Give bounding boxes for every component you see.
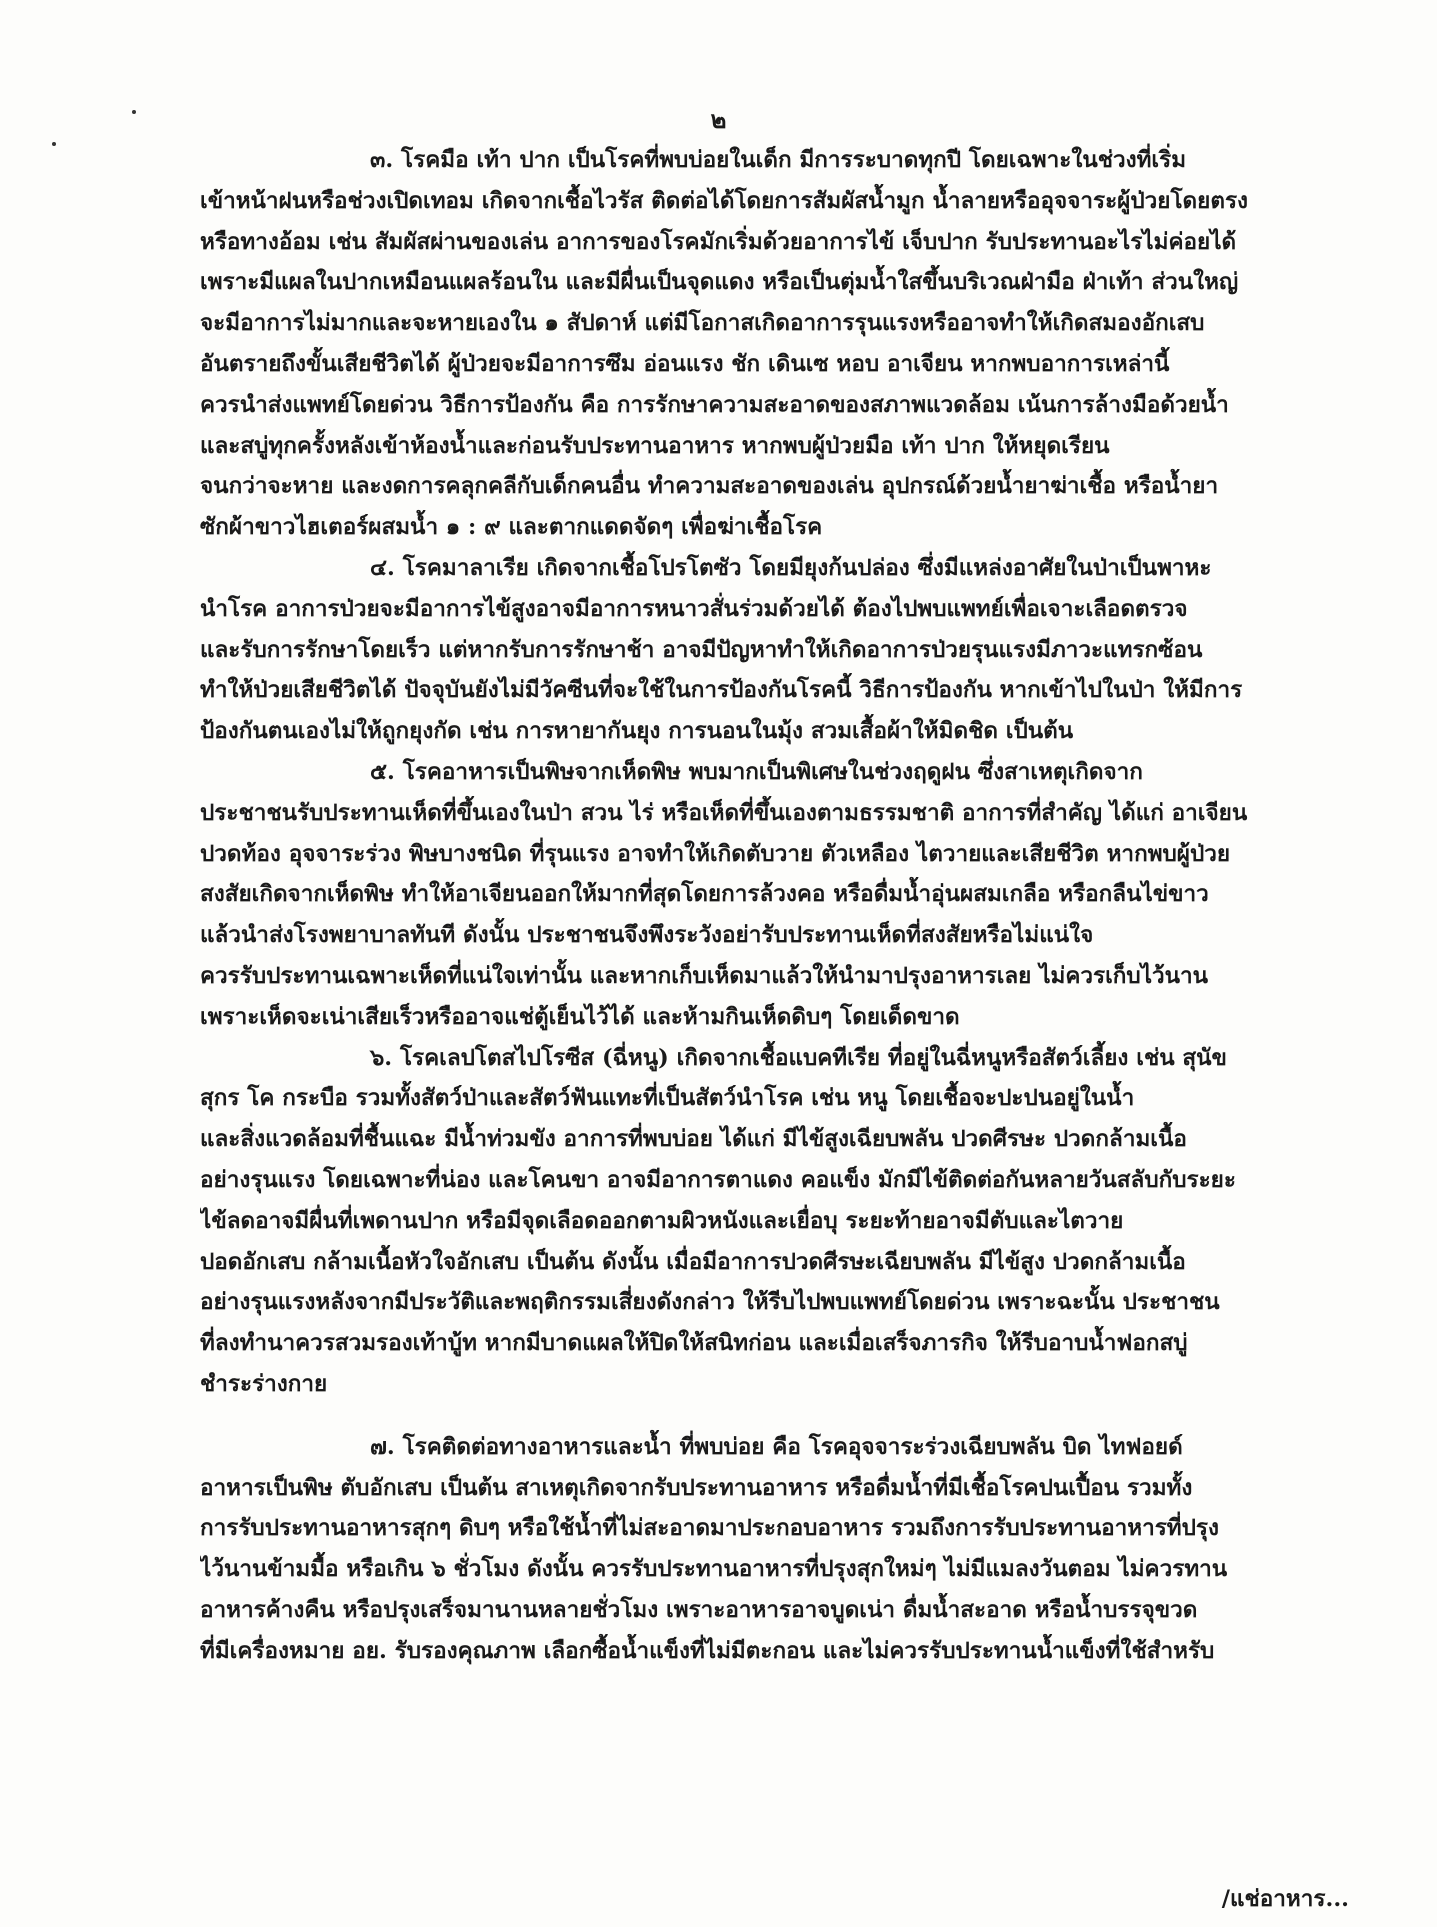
section-line: ป้องกันตนเองไม่ให้ถูกยุงกัด เช่น การหายากันยุง การนอนในมุ้ง สวมเสื้อผ้าให้มิดชิด เป็นต้น (200, 718, 1074, 745)
section-line: และสบู่ทุกครั้งหลังเข้าห้องน้ำและก่อนรับประทานอาหาร หากพบผู้ป่วยมือ เท้า ปาก ให้หยุดเรียน (200, 432, 1110, 459)
section-title: ๗. โรคติดต่อทางอาหารและน้ำ (370, 1433, 672, 1460)
section-line: เข้าหน้าฝนหรือช่วงเปิดเทอม เกิดจากเชื้อไวรัส ติดต่อได้โดยการสัมผัสน้ำมูก น้ำลายหรืออุจจาระผู้ป่วยโดยตรง (200, 187, 1249, 214)
document-body (200, 140, 1350, 1671)
section-first-line (200, 140, 1350, 181)
section-line: ที่มีเครื่องหมาย อย. รับรองคุณภาพ เลือกซื้อน้ำแข็งที่ไม่มีตะกอน และไม่ควรรับประทานน้ำแข็งที่ใช้สำหรับ (200, 1637, 1215, 1664)
section-line: จะมีอาการไม่มากและจะหายเองใน ๑ สัปดาห์ แต่มีโอกาสเกิดอาการรุนแรงหรืออาจทำให้เกิดสมองอักเสบ (200, 310, 1205, 337)
section-line: ปอดอักเสบ กล้ามเนื้อหัวใจอักเสบ เป็นต้น ดังนั้น เมื่อมีอาการปวดศีรษะเฉียบพลัน มีไข้สูง ปวดกล้ามเนื้อ (200, 1248, 1186, 1275)
section-line: ทำให้ป่วยเสียชีวิตได้ ปัจจุบันยังไม่มีวัคซีนที่จะใช้ในการป้องกันโรคนี้ วิธีการป้องกัน หากเข้าไปในป่า ให้มีการ (200, 677, 1243, 704)
section-line: การรับประทานอาหารสุกๆ ดิบๆ หรือใช้น้ำที่ไม่สะอาดมาประกอบอาหาร รวมถึงการรับประทานอาหารที่ปรุง (200, 1515, 1219, 1542)
page-number: ๒ (710, 105, 727, 134)
section-line: ไข้ลดอาจมีผื่นที่เพดานปาก หรือมีจุดเลือดออกตามผิวหนังและเยื่อบุ ระยะท้ายอาจมีตับและไตวาย (200, 1207, 1124, 1234)
section-line: จนกว่าจะหาย และงดการคลุกคลีกับเด็กคนอื่น ทำความสะอาดของเล่น อุปกรณ์ด้วยน้ำยาฆ่าเชื้อ หรือน้ำยา (200, 473, 1219, 500)
section-first-line (200, 752, 1350, 793)
section-7-food-waterborne (200, 1427, 1350, 1672)
section-first-line (200, 1427, 1350, 1468)
section-line: อาหารเป็นพิษ ตับอักเสบ เป็นต้น สาเหตุเกิดจากรับประทานอาหาร หรือดื่มน้ำที่มีเชื้อโรคปนเปื้อน รวมทั้ง (200, 1474, 1193, 1501)
section-line: เพราะมีแผลในปากเหมือนแผลร้อนใน และมีผื่นเป็นจุดแดง หรือเป็นตุ่มน้ำใสขึ้นบริเวณฝ่ามือ ฝ่าเท้า ส่วนใหญ่ (200, 269, 1239, 296)
section-text: เกิดจากเชื้อแบคทีเรีย ที่อยู่ในฉี่หนูหรือสัตว์เลี้ยง เช่น สุนัข (668, 1044, 1227, 1071)
section-3-hfmd (200, 140, 1350, 548)
section-title: ๔. โรคมาลาเรีย (370, 554, 529, 581)
section-text: ที่พบบ่อย คือ โรคอุจจาระร่วงเฉียบพลัน บิด ไทฟอยด์ (671, 1433, 1183, 1460)
section-line: ซักผ้าขาวไฮเตอร์ผสมน้ำ ๑ : ๙ และตากแดดจัดๆ เพื่อฆ่าเชื้อโรค (200, 514, 823, 541)
section-title: ๓. โรคมือ เท้า ปาก (370, 147, 560, 173)
section-text: เกิดจากเชื้อโปรโตซัว โดยมียุงก้นปล่อง ซึ่งมีแหล่งอาศัยในป่าเป็นพาหะ (528, 554, 1212, 581)
section-line: และสิ่งแวดล้อมที่ชื้นแฉะ มีน้ำท่วมขัง อาการที่พบบ่อย ได้แก่ มีไข้สูงเฉียบพลัน ปวดศีรษะ ปวดกล้ามเนื้อ (200, 1126, 1187, 1153)
section-title: ๕. โรคอาหารเป็นพิษจากเห็ดพิษ (370, 758, 681, 785)
section-line: ไว้นานข้ามมื้อ หรือเกิน ๖ ชั่วโมง ดังนั้น ควรรับประทานอาหารที่ปรุงสุกใหม่ๆ ไม่มีแมลงวันตอม ไม่ควรทาน (200, 1556, 1228, 1583)
section-line: สุกร โค กระบือ รวมทั้งสัตว์ป่าและสัตว์ฟันแทะที่เป็นสัตว์นำโรค เช่น หนู โดยเชื้อจะปะปนอยู่ในน้ำ (200, 1085, 1135, 1112)
continuation-marker: /แช่อาหาร... (1221, 1886, 1349, 1912)
section-line: และรับการรักษาโดยเร็ว แต่หากรับการรักษาช้า อาจมีปัญหาทำให้เกิดอาการป่วยรุนแรงมีภาวะแทรกซ้อน (200, 636, 1203, 663)
section-first-line (200, 548, 1350, 589)
section-6-leptospirosis (200, 1038, 1350, 1405)
section-line: อันตรายถึงขั้นเสียชีวิตได้ ผู้ป่วยจะมีอาการซึม อ่อนแรง ชัก เดินเซ หอบ อาเจียน หากพบอาการเหล่านี้ (200, 350, 1170, 377)
section-line: อย่างรุนแรงหลังจากมีประวัติและพฤติกรรมเสี่ยงดังกล่าว ให้รีบไปพบแพทย์โดยด่วน เพราะฉะนั้น ประชาชน (200, 1289, 1220, 1316)
section-text: พบมากเป็นพิเศษในช่วงฤดูฝน ซึ่งสาเหตุเกิดจาก (680, 758, 1143, 785)
scan-speck (52, 142, 56, 146)
section-5-mushroom-poisoning (200, 752, 1350, 1038)
section-line: ชำระร่างกาย (200, 1370, 328, 1397)
section-line: อาหารค้างคืน หรือปรุงเสร็จมานานหลายชั่วโมง เพราะอาหารอาจบูดเน่า ดื่มน้ำสะอาด หรือน้ำบรรจุขวด (200, 1596, 1198, 1623)
section-line: อย่างรุนแรง โดยเฉพาะที่น่อง และโคนขา อาจมีอาการตาแดง คอแข็ง มักมีไข้ติดต่อกันหลายวันสลับกับระยะ (200, 1166, 1236, 1193)
paragraph-gap (200, 1405, 1350, 1427)
section-title: ๖. โรคเลปโตสไปโรซีส (ฉี่หนู) (370, 1044, 669, 1071)
section-text: เป็นโรคที่พบบ่อยในเด็ก มีการระบาดทุกปี โดยเฉพาะในช่วงที่เริ่ม (559, 147, 1187, 173)
section-line: ประชาชนรับประทานเห็ดที่ขึ้นเองในป่า สวน ไร่ หรือเห็ดที่ขึ้นเองตามธรรมชาติ อาการที่สำคัญ ได้แก่ อาเจียน (200, 799, 1248, 826)
section-line: นำโรค อาการป่วยจะมีอาการไข้สูงอาจมีอาการหนาวสั่นร่วมด้วยได้ ต้องไปพบแพทย์เพื่อเจาะเลือดตรวจ (200, 595, 1188, 622)
section-line: สงสัยเกิดจากเห็ดพิษ ทำให้อาเจียนออกให้มากที่สุดโดยการล้วงคอ หรือดื่มน้ำอุ่นผสมเกลือ หรือกลืนไข่ขาว (200, 881, 1209, 908)
section-line: ควรนำส่งแพทย์โดยด่วน วิธีการป้องกัน คือ การรักษาความสะอาดของสภาพแวดล้อม เน้นการล้างมือด้วยน้ำ (200, 391, 1229, 418)
section-line: เพราะเห็ดจะเน่าเสียเร็วหรืออาจแช่ตู้เย็นไว้ได้ และห้ามกินเห็ดดิบๆ โดยเด็ดขาด (200, 1003, 960, 1030)
section-line: ควรรับประทานเฉพาะเห็ดที่แน่ใจเท่านั้น และหากเก็บเห็ดมาแล้วให้นำมาปรุงอาหารเลย ไม่ควรเก็บไว้นาน (200, 962, 1209, 989)
section-4-malaria (200, 548, 1350, 752)
section-line: ที่ลงทำนาควรสวมรองเท้าบู้ท หากมีบาดแผลให้ปิดให้สนิทก่อน และเมื่อเสร็จภารกิจ ให้รีบอาบน้ำฟอกสบู่ (200, 1330, 1188, 1357)
section-line: หรือทางอ้อม เช่น สัมผัสผ่านของเล่น อาการของโรคมักเริ่มด้วยอาการไข้ เจ็บปาก รับประทานอะไรไม่ค่อยได้ (200, 228, 1237, 255)
section-first-line (200, 1038, 1350, 1079)
section-line: แล้วนำส่งโรงพยาบาลทันที ดังนั้น ประชาชนจึงพึงระวังอย่ารับประทานเห็ดที่สงสัยหรือไม่แน่ใจ (200, 922, 1094, 949)
section-line: ปวดท้อง อุจจาระร่วง พิษบางชนิด ที่รุนแรง อาจทำให้เกิดตับวาย ตัวเหลือง ไตวายและเสียชีวิต หากพบผู้ป่วย (200, 840, 1231, 867)
